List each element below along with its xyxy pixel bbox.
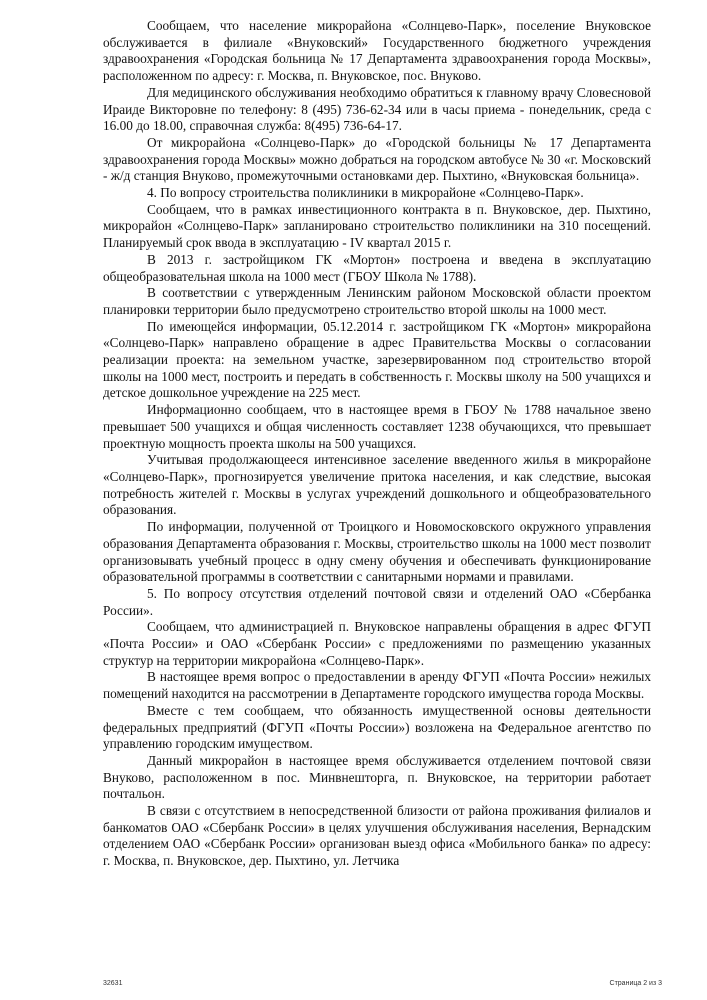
paragraph-morton-request: По имеющейся информации, 05.12.2014 г. застройщиком ГК «Мортон» микрорайона «Солнцево-Парк» направлено обращение в адрес Правительства Москвы о согласовании реализации проекта: на земельном участке, зарезервированном под строительство второй школы на 1000 мест, построить и передать в собственность г. Москвы школу на 500 учащихся и детское дошкольное учреждение на 225 мест.: [103, 318, 651, 401]
paragraph-population-growth: Учитывая продолжающееся интенсивное заселение введенного жилья в микрорайоне «Солнцево-Парк», прогнозируется увеличение притока населения, и как следствие, высокая потребность жителей г. Москвы в услугах учреждений дошкольного и общеобразовательного образования.: [103, 452, 651, 518]
paragraph-clinic-construction: Сообщаем, что в рамках инвестиционного контракта в п. Внуковское, дер. Пыхтино, микрорайон «Солнцево-Парк» запланировано строительство поликлиники на 310 посещений. Планируемый срок ввода в эксплуатацию - IV квартал 2015 г.: [103, 201, 651, 251]
paragraph-administration-requests: Сообщаем, что администрацией п. Внуковское направлены обращения в адрес ФГУП «Почта России» и ОАО «Сбербанк России» с предложениями по размещению указанных структур на территории микрорайона «Солнцево-Парк».: [103, 619, 651, 668]
paragraph-hospital-branch: Сообщаем, что население микрорайона «Солнцево-Парк», поселение Внуковское обслуживается в филиале «Внуковский» Государственного бюджетного учреждения здравоохранения «Городская больница № 17 Департамента здравоохранения города Москвы», расположенном по адресу: г. Москва, п. Внуковское, пос. Внуково.: [103, 18, 651, 84]
paragraph-bus-route: От микрорайона «Солнцево-Парк» до «Городской больницы № 17 Департамента здравоохранения города Москвы» можно добраться на городском автобусе № 30 «г. Московский - ж/д станция Внуково, промежуточными остановками дер. Пыхтино, «Внуковская больница».: [103, 134, 651, 184]
paragraph-chief-doctor-contact: Для медицинского обслуживания необходимо обратиться к главному врачу Словесновой Ираиде Викторовне по телефону: 8 (495) 736-62-34 или в часы приема - понедельник, среда с 16.00 до 18.00, справочная служба: 8(495) 736-64-17.: [103, 84, 651, 134]
document-page: [103, 18, 651, 870]
section-heading-clinic: 4. По вопросу строительства поликлиники в микрорайоне «Солнцево-Парк».: [147, 185, 584, 201]
document-number: 32631: [103, 980, 123, 987]
section-heading-post-bank: 5. По вопросу отсутствия отделений почтовой связи и отделений ОАО «Сбербанка России».: [103, 585, 651, 618]
page-number: Страница 2 из 3: [609, 980, 662, 987]
paragraph-federal-agency: Вместе с тем сообщаем, что обязанность имущественной основы деятельности федеральных предприятий (ФГУП «Почты России») возложена на Федеральное агентство по управлению городским имуществом.: [103, 702, 651, 752]
paragraph-mobile-bank: В связи с отсутствием в непосредственной близости от района проживания филиалов и банкоматов ОАО «Сбербанк России» в целях улучшения обслуживания населения, Вернадским отделением ОАО «Сбербанк России» организован выезд офиса «Мобильного банка» по адресу: г. Москва, п. Внуковское, дер. Пыхтино, ул. Летчика: [103, 803, 651, 869]
paragraph-lease-review: В настоящее время вопрос о предоставлении в аренду ФГУП «Почта России» нежилых помещений находится на рассмотрении в Департаменте городского имущества города Москвы.: [103, 669, 651, 702]
paragraph-second-school-plan: В соответствии с утвержденным Ленинским районом Московской области проектом планировки территории было предусмотрено строительство второй школы на 1000 мест.: [103, 285, 651, 317]
paragraph-school-1788: В 2013 г. застройщиком ГК «Мортон» построена и введена в эксплуатацию общеобразовательная школа на 1000 мест (ГБОУ Школа № 1788).: [103, 251, 651, 284]
page-footer: [103, 980, 662, 987]
paragraph-education-department: По информации, полученной от Троицкого и Новомосковского окружного управления образования Департамента образования г. Москвы, строительство школы на 1000 мест позволит организовывать учебный процесс в одну смену обучения и обеспечивать функционирование образовательной программы в соответствии с санитарными нормами и правилами.: [103, 519, 651, 585]
paragraph-post-office: Данный микрорайон в настоящее время обслуживается отделением почтовой связи Внуково, расположенном в пос. Минвнешторга, п. Внуковское, на территории работает почтальон.: [103, 752, 651, 802]
paragraph-school-capacity: Информационно сообщаем, что в настоящее время в ГБОУ № 1788 начальное звено превышает 500 учащихся и общая численность составляет 1238 обучающихся, что превышает проектную мощность проекта школы на 500 учащихся.: [103, 402, 651, 451]
